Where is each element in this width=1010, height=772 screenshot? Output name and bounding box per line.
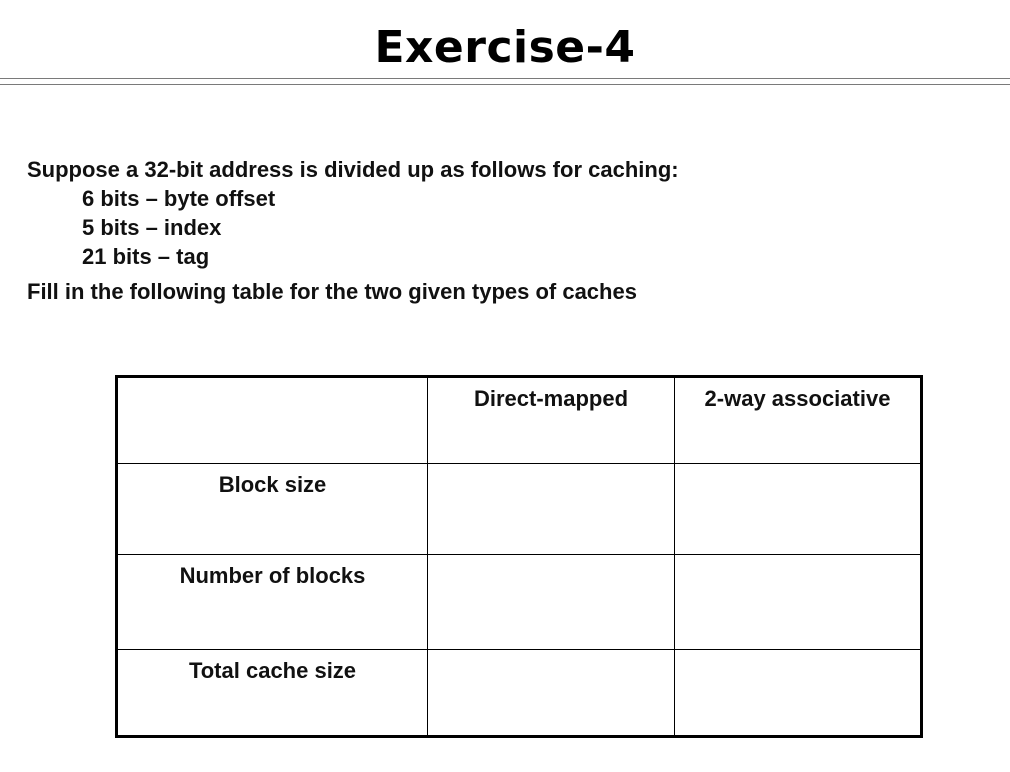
cell-number-of-blocks-direct[interactable] [428,555,675,650]
cache-table [115,375,923,738]
row-label-number-of-blocks: Number of blocks [117,555,428,650]
row-label-block-size: Block size [117,464,428,555]
slide-title: Exercise-4 [374,22,636,73]
cell-total-cache-size-assoc[interactable] [675,650,922,737]
header-cell-empty [117,377,428,464]
bit-field-index: 5 bits – index [82,215,222,240]
bit-field-offset: 6 bits – byte offset [82,186,276,211]
table-row [117,650,922,737]
cell-block-size-assoc[interactable] [675,464,922,555]
intro-text: Suppose a 32-bit address is divided up as follows for caching: [27,157,679,182]
row-label-total-cache-size: Total cache size [117,650,428,737]
table-row [117,464,922,555]
title-divider-top [0,78,1010,79]
table-row [117,555,922,650]
cell-total-cache-size-direct[interactable] [428,650,675,737]
header-cell-2-way-associative: 2-way associative [675,377,922,464]
instruction-text: Fill in the following table for the two given types of caches [27,279,637,304]
cell-number-of-blocks-assoc[interactable] [675,555,922,650]
table-header-row [117,377,922,464]
problem-statement [27,155,679,306]
bit-field-tag: 21 bits – tag [82,244,210,269]
header-cell-direct-mapped: Direct-mapped [428,377,675,464]
cell-block-size-direct[interactable] [428,464,675,555]
title-divider-bottom [0,84,1010,85]
